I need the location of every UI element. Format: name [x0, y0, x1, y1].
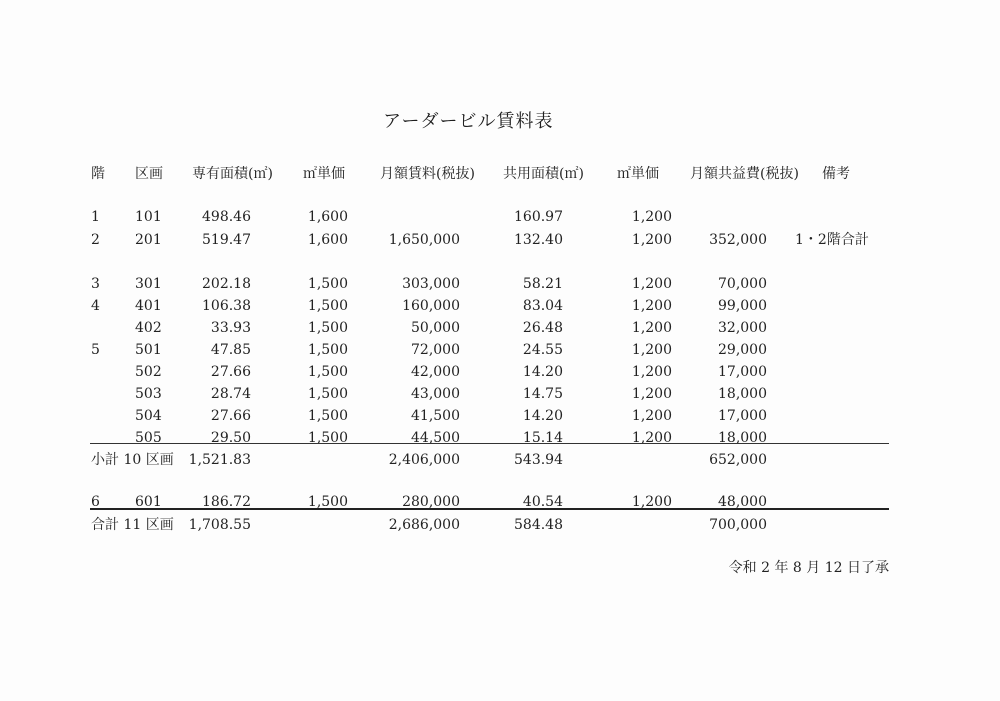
table-row	[0, 318, 1000, 338]
row-rent: 1,650,000	[388, 232, 460, 248]
total-area: 1,708.55	[188, 517, 251, 533]
header-exclusive-area: 専有面積(㎡)	[192, 166, 273, 182]
row-common-unit-price: 1,200	[631, 408, 672, 424]
row-area: 33.93	[210, 320, 251, 336]
row-fee: 352,000	[709, 232, 767, 248]
row-unit-price: 1,500	[307, 342, 348, 358]
row-unit-price: 1,500	[307, 364, 348, 380]
row-common-unit-price: 1,200	[631, 276, 672, 292]
row-floor: 2	[91, 232, 100, 248]
row-floor: 3	[91, 276, 100, 292]
row-unit-price: 1,600	[307, 209, 348, 225]
table-row	[0, 428, 1000, 448]
row-unit-price: 1,600	[307, 232, 348, 248]
row-unit-price: 1,500	[307, 430, 348, 446]
row-floor: 6	[91, 494, 100, 510]
row-fee: 32,000	[718, 320, 767, 336]
total-row	[0, 515, 1000, 535]
row-common-unit-price: 1,200	[631, 232, 672, 248]
row-common-area: 14.20	[522, 408, 563, 424]
row-section: 502	[135, 364, 162, 380]
row-area: 27.66	[210, 408, 251, 424]
row-rent: 303,000	[402, 276, 460, 292]
row-section: 401	[135, 298, 162, 314]
table-header	[0, 164, 1000, 184]
subtotal-label: 小計 10 区画	[91, 452, 174, 468]
row-section: 101	[135, 209, 162, 225]
row-area: 186.72	[202, 494, 251, 510]
row-fee: 17,000	[718, 408, 767, 424]
row-rent: 42,000	[411, 364, 460, 380]
row-common-area: 14.75	[522, 386, 563, 402]
subtotal-divider	[90, 443, 889, 444]
approval-date: 令和 2 年 8 月 12 日了承	[728, 560, 889, 576]
subtotal-row	[0, 450, 1000, 470]
row-area: 29.50	[210, 430, 251, 446]
row-rent: 160,000	[402, 298, 460, 314]
subtotal-fee: 652,000	[709, 452, 767, 468]
row-remarks: 1・2階合計	[795, 232, 869, 248]
row-unit-price: 1,500	[307, 276, 348, 292]
row-common-unit-price: 1,200	[631, 342, 672, 358]
row-common-area: 24.55	[522, 342, 563, 358]
row-fee: 18,000	[718, 386, 767, 402]
row-fee: 29,000	[718, 342, 767, 358]
row-common-area: 58.21	[522, 276, 563, 292]
header-section: 区画	[135, 166, 163, 182]
table-row	[0, 340, 1000, 360]
row-fee: 99,000	[718, 298, 767, 314]
row-common-unit-price: 1,200	[631, 209, 672, 225]
subtotal-common-area: 543.94	[514, 452, 563, 468]
row-section: 601	[135, 494, 162, 510]
row-floor: 1	[91, 209, 100, 225]
row-section: 402	[135, 320, 162, 336]
row-fee: 48,000	[718, 494, 767, 510]
subtotal-area: 1,521.83	[188, 452, 251, 468]
table-row	[0, 296, 1000, 316]
row-section: 503	[135, 386, 162, 402]
subtotal-rent: 2,406,000	[388, 452, 460, 468]
row-area: 28.74	[210, 386, 251, 402]
header-monthly-rent: 月額賃料(税抜)	[380, 166, 475, 182]
row-common-unit-price: 1,200	[631, 386, 672, 402]
row-rent: 280,000	[402, 494, 460, 510]
row-rent: 72,000	[411, 342, 460, 358]
row-unit-price: 1,500	[307, 494, 348, 510]
header-floor: 階	[91, 166, 105, 182]
row-common-unit-price: 1,200	[631, 320, 672, 336]
row-unit-price: 1,500	[307, 408, 348, 424]
row-area: 202.18	[202, 276, 251, 292]
table-row	[0, 207, 1000, 227]
row-area: 47.85	[210, 342, 251, 358]
row-common-unit-price: 1,200	[631, 494, 672, 510]
row-common-area: 83.04	[522, 298, 563, 314]
row-rent: 44,500	[411, 430, 460, 446]
row-common-area: 15.14	[522, 430, 563, 446]
table-row	[0, 362, 1000, 382]
total-divider	[90, 508, 889, 510]
row-area: 27.66	[210, 364, 251, 380]
row-common-area: 26.48	[522, 320, 563, 336]
row-common-area: 14.20	[522, 364, 563, 380]
table-row	[0, 274, 1000, 294]
row-floor: 4	[91, 298, 100, 314]
row-fee: 17,000	[718, 364, 767, 380]
row-fee: 18,000	[718, 430, 767, 446]
row-section: 501	[135, 342, 162, 358]
row-rent: 50,000	[411, 320, 460, 336]
total-fee: 700,000	[709, 517, 767, 533]
total-label: 合計 11 区画	[91, 517, 174, 533]
row-section: 505	[135, 430, 162, 446]
row-section: 201	[135, 232, 162, 248]
header-common-unit-price: ㎡単価	[617, 166, 659, 182]
row-common-area: 160.97	[514, 209, 563, 225]
row-section: 301	[135, 276, 162, 292]
header-monthly-common-fee: 月額共益費(税抜)	[690, 166, 799, 182]
row-floor: 5	[91, 342, 100, 358]
row-unit-price: 1,500	[307, 320, 348, 336]
header-unit-price: ㎡単価	[303, 166, 345, 182]
total-rent: 2,686,000	[388, 517, 460, 533]
row-rent: 43,000	[411, 386, 460, 402]
header-remarks: 備考	[822, 166, 850, 182]
table-row	[0, 230, 1000, 250]
row-rent: 41,500	[411, 408, 460, 424]
row-section: 504	[135, 408, 162, 424]
row-unit-price: 1,500	[307, 386, 348, 402]
row-common-area: 40.54	[522, 494, 563, 510]
row-common-area: 132.40	[514, 232, 563, 248]
row-unit-price: 1,500	[307, 298, 348, 314]
header-common-area: 共用面積(㎡)	[503, 166, 584, 182]
table-row	[0, 384, 1000, 404]
document-title: アーダービル賃料表	[383, 111, 554, 132]
row-common-unit-price: 1,200	[631, 430, 672, 446]
row-fee: 70,000	[718, 276, 767, 292]
row-area: 519.47	[202, 232, 251, 248]
row-common-unit-price: 1,200	[631, 364, 672, 380]
row-area: 106.38	[202, 298, 251, 314]
total-common-area: 584.48	[514, 517, 563, 533]
row-area: 498.46	[202, 209, 251, 225]
row-common-unit-price: 1,200	[631, 298, 672, 314]
table-row	[0, 406, 1000, 426]
